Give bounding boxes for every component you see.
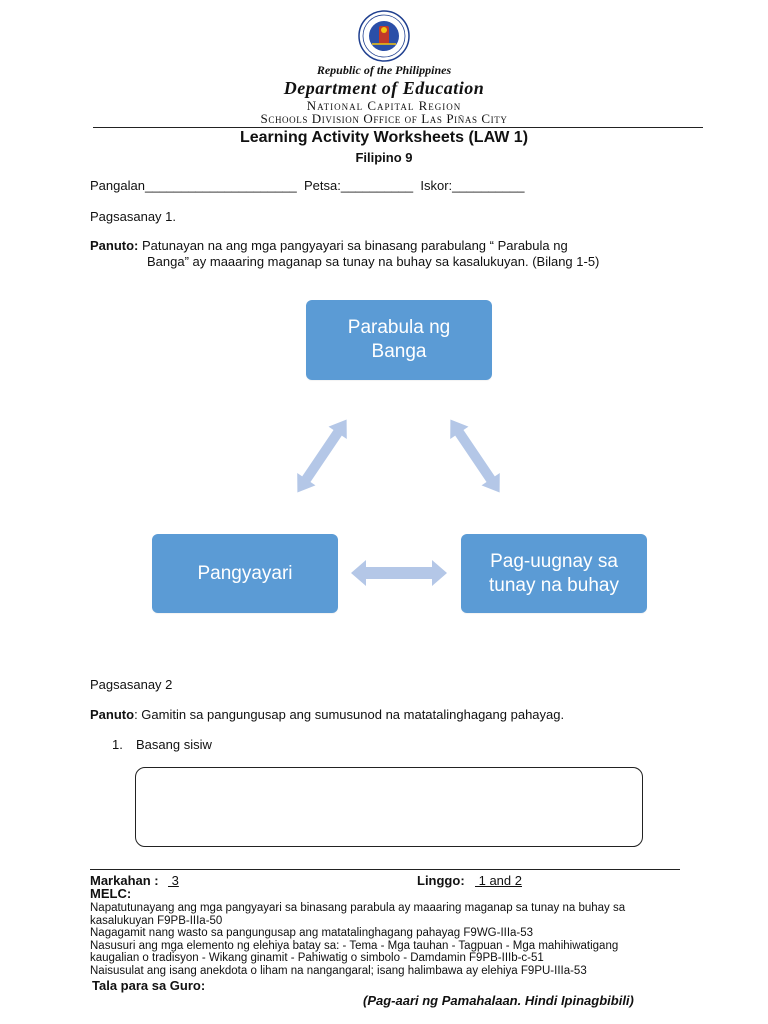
region-heading: National Capital Region <box>306 98 462 113</box>
linggo-label: Linggo: <box>417 873 465 888</box>
instruction-line2: Banga” ay maaaring maganap sa tunay na buhay sa kasalukuyan. (Bilang 1-5) <box>147 254 600 269</box>
melc-line: Nasusuri ang mga elemento ng elehiya batay sa: - Tema - Mga tauhan - Tagpuan - Mga mahihiwatigang <box>90 939 619 952</box>
exercise2-instruction-text: : Gamitin sa pangungusap ang sumusunod na matatalinghagang pahayag. <box>134 707 565 722</box>
tala-label: Tala para sa Guro: <box>92 978 206 993</box>
footer-divider <box>90 869 680 870</box>
melc-label: MELC: <box>90 886 132 901</box>
markahan-value: 3 <box>168 873 179 888</box>
melc-line: Naisusulat ang isang anekdota o liham na nangangaral; isang halimbawa ay elehiya F9PU-IIIa-53 <box>90 964 587 977</box>
worksheet-title: Learning Activity Worksheets (LAW 1) <box>239 129 529 146</box>
item1-number: 1. <box>112 737 123 752</box>
melc-line: Napatutunayang ang mga pangyayari sa binasang parabula ay maaaring maganap sa tunay na buhay sa <box>90 902 626 914</box>
diagram-node-pangyayari-label: Pangyayari <box>197 562 293 584</box>
subject-label: Filipino 9 <box>355 150 413 165</box>
department-heading: Department of Education <box>283 78 485 98</box>
item1-text: Basang sisiw <box>136 737 212 752</box>
linggo-value: 1 and 2 <box>475 873 522 888</box>
markahan-label: Markahan : <box>90 873 159 888</box>
exercise2-instruction-label: Panuto <box>90 707 135 722</box>
arrow-horizontal <box>351 560 447 586</box>
division-heading: Schools Division Office of Las Piñas City <box>260 111 508 126</box>
answer-box[interactable] <box>135 767 643 847</box>
melc-line: Nagagamit nang wasto sa pangungusap ang matatalinghagang pahayag F9WG-IIIa-53 <box>90 927 534 940</box>
melc-line: kasalukuyan F9PB-IIIa-50 <box>90 914 223 927</box>
republic-heading: Republic of the Philippines <box>316 63 452 77</box>
instruction-line1: Patunayan na ang mga pangyayari sa binasang parabulang “ Parabula ng <box>138 238 568 253</box>
exercise2-instruction <box>90 707 564 722</box>
diagram-node-parabula-label: Parabula ng Banga <box>347 317 451 362</box>
exercise1-heading: Pagsasanay 1. <box>90 209 177 224</box>
exercise2-heading: Pagsasanay 2 <box>90 677 173 692</box>
arrow-left-diagonal <box>288 413 355 498</box>
melc-line: kaugalian o tradisyon - Wikang ginamit - Pahiwatig o simbolo - Damdamin F9PB-IIIb-c-51 <box>90 952 544 965</box>
arrow-right-diagonal <box>441 413 508 498</box>
diagram-node-pag-uugnay-label: Pag-uugnay sa tunay na buhay <box>489 550 619 596</box>
melc-list <box>90 902 690 978</box>
disclaimer: (Pag-aari ng Pamahalaan. Hindi Ipinagbibili) <box>363 993 634 1008</box>
instruction-label: Panuto: <box>90 238 139 253</box>
student-info-line: Pangalan_____________________ Petsa:__________ Iskor:__________ <box>90 178 525 193</box>
